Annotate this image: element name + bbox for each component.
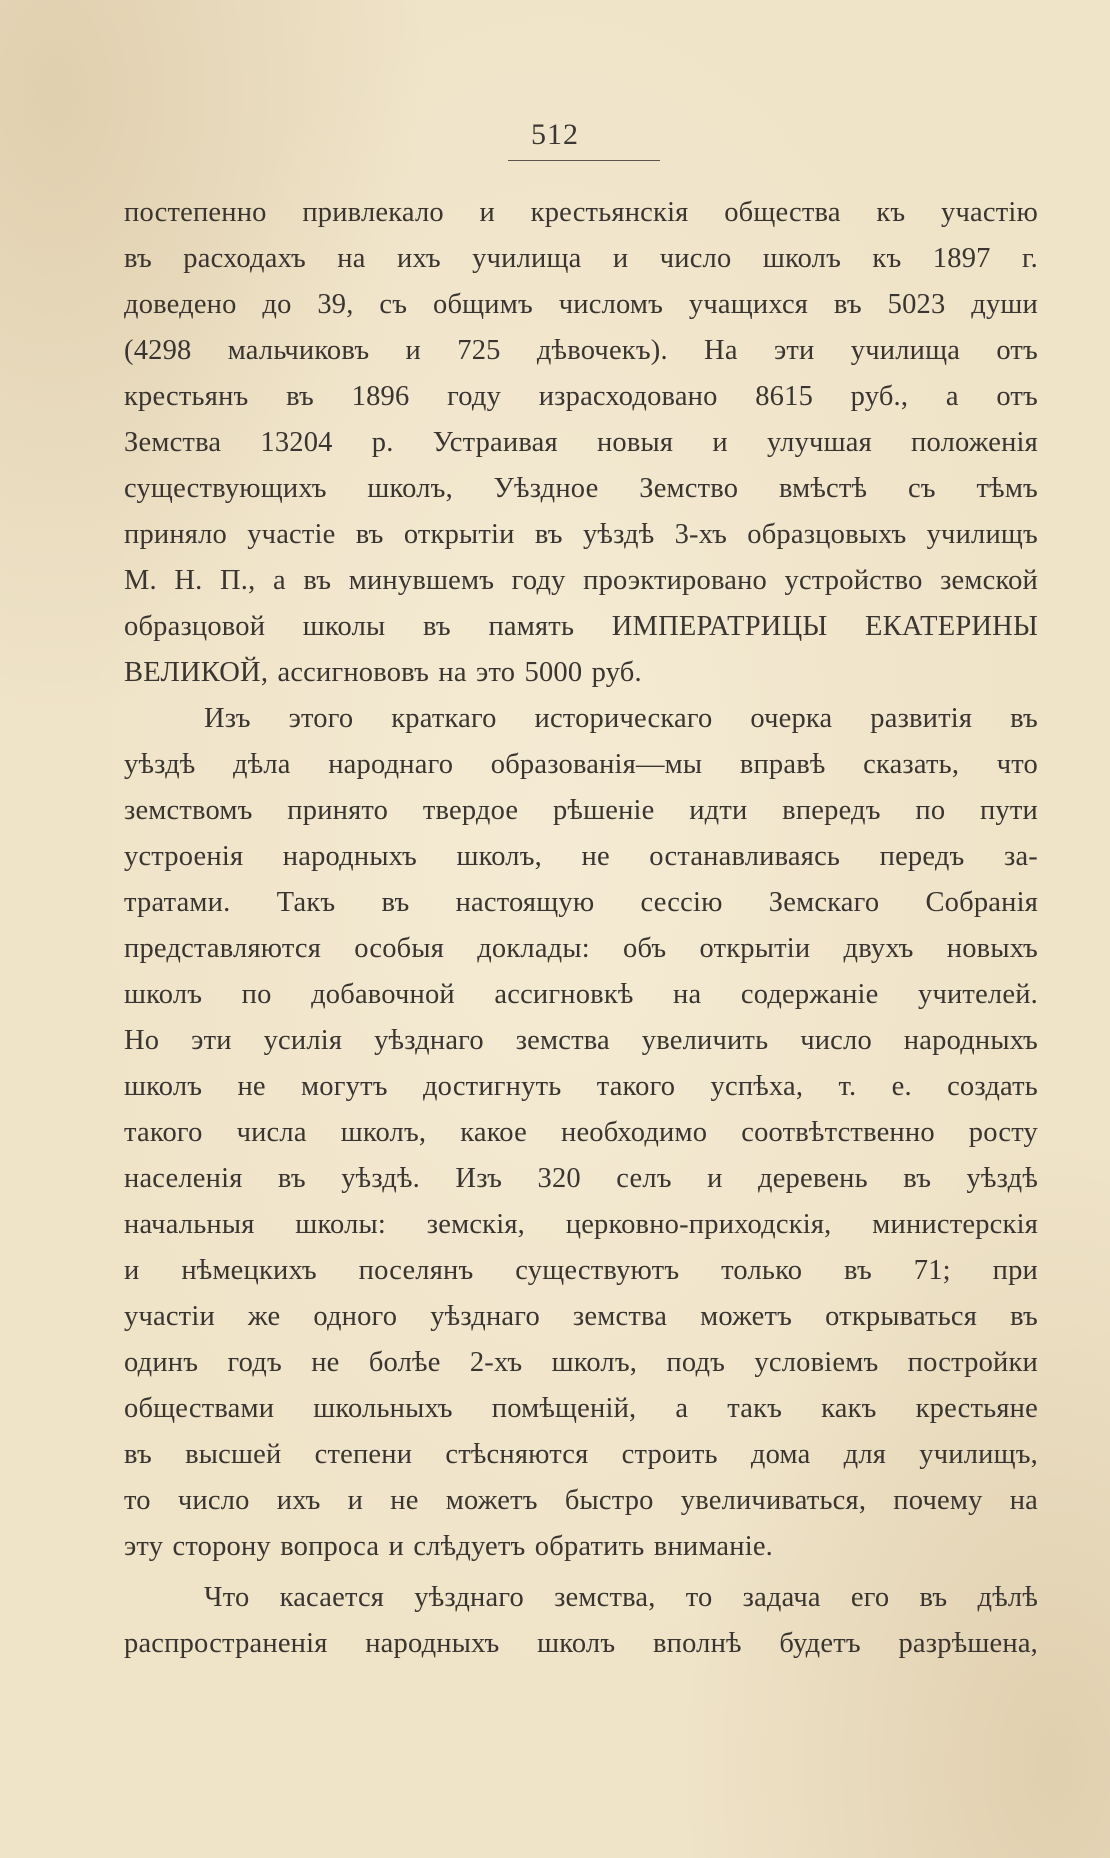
text-line: въ расходахъ на ихъ училища и число школъ къ 1897 г. (124, 243, 1038, 274)
text-line: представляются особыя доклады: объ открытіи двухъ новыхъ (124, 933, 1038, 964)
text-line: приняло участіе въ открытіи въ уѣздѣ 3-хъ образцовыхъ училищъ (124, 519, 1038, 550)
text-line: населенія въ уѣздѣ. Изъ 320 селъ и деревень въ уѣздѣ (124, 1163, 1038, 1194)
page-number: 512 (531, 118, 579, 151)
text-line: распространенія народныхъ школъ вполнѣ будетъ разрѣшена, (124, 1628, 1038, 1659)
text-line: Что касается уѣзднаго земства, то задача его въ дѣлѣ (204, 1582, 1038, 1613)
text-line: ВЕЛИКОЙ, ассигнововъ на это 5000 руб. (124, 657, 642, 688)
paragraph-1 (124, 190, 1038, 696)
text-line: (4298 мальчиковъ и 725 дѣвочекъ). На эти училища отъ (124, 335, 1038, 366)
text-line: М. Н. П., а въ минувшемъ году проэктировано устройство земской (124, 565, 1038, 596)
page-number-rule (508, 160, 660, 161)
text-line: начальныя школы: земскія, церковно-приходскія, министерскія (124, 1209, 1038, 1240)
text-line: земствомъ принято твердое рѣшеніе идти впередъ по пути (124, 795, 1038, 826)
text-line: Земства 13204 р. Устраивая новыя и улучшая положенія (124, 427, 1038, 458)
text-line: въ высшей степени стѣсняются строить дома для училищъ, (124, 1439, 1038, 1470)
body-text (124, 190, 1038, 1667)
text-line: эту сторону вопроса и слѣдуетъ обратить вниманіе. (124, 1531, 773, 1562)
text-line: существующихъ школъ, Уѣздное Земство вмѣстѣ съ тѣмъ (124, 473, 1038, 504)
text-line: устроенія народныхъ школъ, не останавливаясь передъ за- (124, 841, 1038, 872)
text-line: тратами. Такъ въ настоящую сессію Земскаго Собранія (124, 887, 1038, 918)
text-line: уѣздѣ дѣла народнаго образованія—мы вправѣ сказать, что (124, 749, 1038, 780)
text-line: такого числа школъ, какое необходимо соотвѣтственно росту (124, 1117, 1038, 1148)
text-line: участіи же одного уѣзднаго земства можетъ открываться въ (124, 1301, 1038, 1332)
text-line: крестьянъ въ 1896 году израсходовано 8615 руб., а отъ (124, 381, 1038, 412)
paragraph-3 (124, 1575, 1038, 1667)
text-line: одинъ годъ не болѣе 2-хъ школъ, подъ условіемъ постройки (124, 1347, 1038, 1378)
text-line: то число ихъ и не можетъ быстро увеличиваться, почему на (124, 1485, 1038, 1516)
text-line: образцовой школы въ память ИМПЕРАТРИЦЫ ЕКАТЕРИНЫ (124, 611, 1038, 642)
text-line: Но эти усилія уѣзднаго земства увеличить число народныхъ (124, 1025, 1038, 1056)
text-line: обществами школьныхъ помѣщеній, а такъ какъ крестьяне (124, 1393, 1038, 1424)
paragraph-2 (124, 696, 1038, 1570)
text-line: и нѣмецкихъ поселянъ существуютъ только въ 71; при (124, 1255, 1038, 1286)
text-line: Изъ этого краткаго историческаго очерка развитія въ (204, 703, 1038, 734)
text-line: школъ не могутъ достигнуть такого успѣха, т. е. создать (124, 1071, 1038, 1102)
text-line: школъ по добавочной ассигновкѣ на содержаніе учителей. (124, 979, 1038, 1010)
text-line: постепенно привлекало и крестьянскія общества къ участію (124, 197, 1038, 228)
text-line: доведено до 39, съ общимъ числомъ учащихся въ 5023 души (124, 289, 1038, 320)
